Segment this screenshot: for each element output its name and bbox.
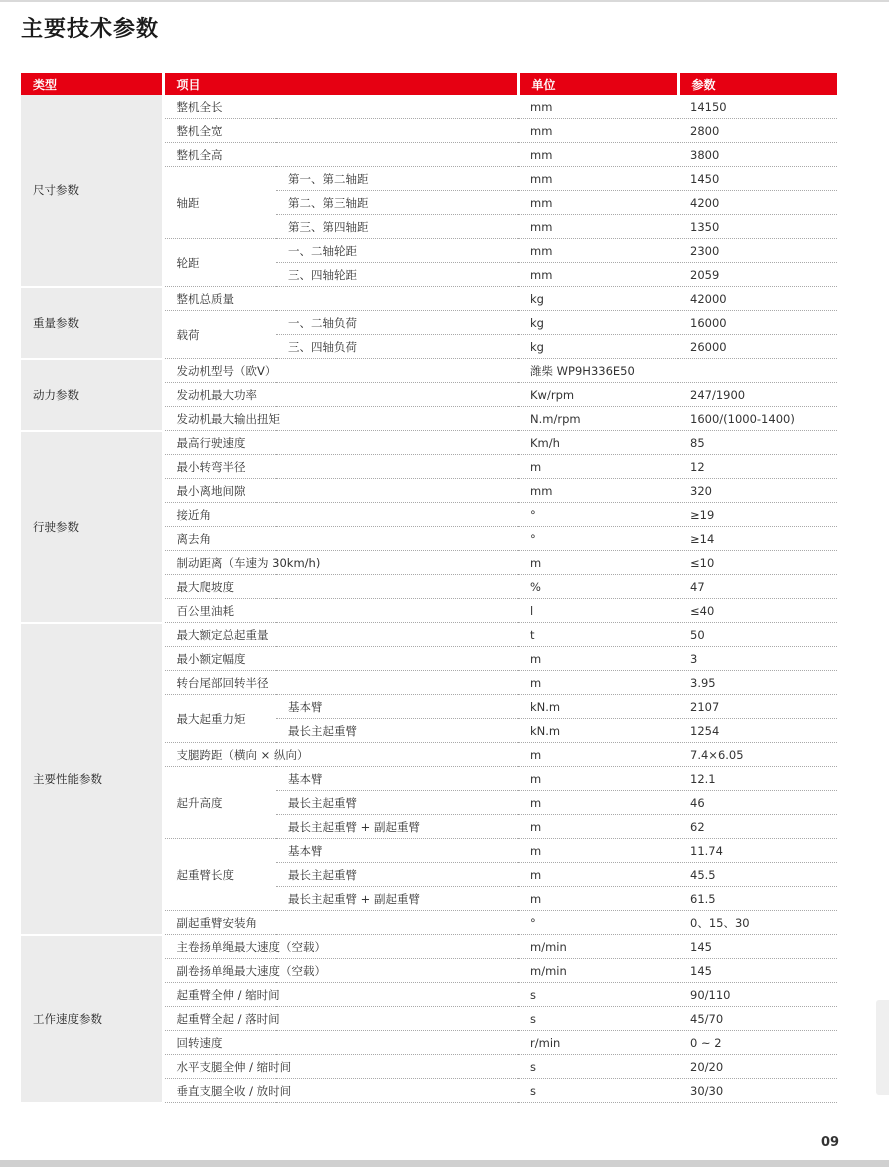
value-cell: 1350 xyxy=(678,215,837,239)
unit-cell: mm xyxy=(518,239,678,263)
item-cell: 整机全高 xyxy=(163,143,518,167)
value-cell: 90/110 xyxy=(678,983,837,1007)
unit-cell: mm xyxy=(518,191,678,215)
unit-cell: s xyxy=(518,983,678,1007)
unit-cell: kg xyxy=(518,287,678,311)
unit-cell: N.m/rpm xyxy=(518,407,678,431)
value-cell: 46 xyxy=(678,791,837,815)
spec-table xyxy=(21,73,837,1104)
unit-cell: m xyxy=(518,791,678,815)
value-cell xyxy=(678,359,837,383)
item-cell: 制动距离（车速为 30km/h) xyxy=(163,551,518,575)
unit-cell: ° xyxy=(518,911,678,935)
value-cell: 45/70 xyxy=(678,1007,837,1031)
item-cell: 副起重臂安装角 xyxy=(163,911,518,935)
top-divider xyxy=(0,0,889,2)
value-cell: 0、15、30 xyxy=(678,911,837,935)
unit-cell: m xyxy=(518,647,678,671)
sub-item-cell: 最长主起重臂 + 副起重臂 xyxy=(276,815,518,839)
item-cell: 百公里油耗 xyxy=(163,599,518,623)
header-value: 参数 xyxy=(678,73,837,95)
sub-item-cell: 最长主起重臂 xyxy=(276,791,518,815)
unit-cell: Km/h xyxy=(518,431,678,455)
value-cell: 145 xyxy=(678,959,837,983)
side-tab xyxy=(876,1000,889,1095)
item-cell: 整机全长 xyxy=(163,95,518,119)
table-row xyxy=(21,623,837,647)
sub-item-cell: 三、四轴负荷 xyxy=(276,335,518,359)
item-cell: 载荷 xyxy=(163,311,276,359)
unit-cell: s xyxy=(518,1055,678,1079)
item-cell: 主卷扬单绳最大速度（空载） xyxy=(163,935,518,959)
unit-cell: m xyxy=(518,671,678,695)
item-cell: 轮距 xyxy=(163,239,276,287)
sub-item-cell: 一、二轴负荷 xyxy=(276,311,518,335)
unit-cell: mm xyxy=(518,143,678,167)
value-cell: ≥14 xyxy=(678,527,837,551)
item-cell: 起重臂全起 / 落时间 xyxy=(163,1007,518,1031)
unit-cell: Kw/rpm xyxy=(518,383,678,407)
item-cell: 最小额定幅度 xyxy=(163,647,518,671)
item-cell: 起重臂全伸 / 缩时间 xyxy=(163,983,518,1007)
value-cell: 12.1 xyxy=(678,767,837,791)
category-cell: 尺寸参数 xyxy=(21,95,163,287)
unit-cell: % xyxy=(518,575,678,599)
value-cell: 1600/(1000-1400) xyxy=(678,407,837,431)
unit-cell: m/min xyxy=(518,959,678,983)
item-cell: 起升高度 xyxy=(163,767,276,839)
category-cell: 动力参数 xyxy=(21,359,163,431)
item-cell: 整机总质量 xyxy=(163,287,518,311)
sub-item-cell: 最长主起重臂 xyxy=(276,719,518,743)
value-cell: 47 xyxy=(678,575,837,599)
value-cell: 3 xyxy=(678,647,837,671)
value-cell: 2059 xyxy=(678,263,837,287)
value-cell: 20/20 xyxy=(678,1055,837,1079)
item-cell: 垂直支腿全收 / 放时间 xyxy=(163,1079,518,1103)
unit-cell: ° xyxy=(518,527,678,551)
value-cell: 320 xyxy=(678,479,837,503)
value-cell: 1450 xyxy=(678,167,837,191)
item-cell: 支腿跨距（横向 × 纵向） xyxy=(163,743,518,767)
item-cell: 接近角 xyxy=(163,503,518,527)
value-cell: 50 xyxy=(678,623,837,647)
value-cell: 1254 xyxy=(678,719,837,743)
item-cell: 最大起重力矩 xyxy=(163,695,276,743)
value-cell: 4200 xyxy=(678,191,837,215)
value-cell: 7.4×6.05 xyxy=(678,743,837,767)
value-cell: 30/30 xyxy=(678,1079,837,1103)
unit-cell: kg xyxy=(518,311,678,335)
item-cell: 副卷扬单绳最大速度（空载） xyxy=(163,959,518,983)
sub-item-cell: 一、二轴轮距 xyxy=(276,239,518,263)
value-cell: 26000 xyxy=(678,335,837,359)
value-cell: 2300 xyxy=(678,239,837,263)
unit-cell: m xyxy=(518,815,678,839)
value-cell: ≥19 xyxy=(678,503,837,527)
unit-cell: mm xyxy=(518,119,678,143)
value-cell: 14150 xyxy=(678,95,837,119)
unit-cell: m xyxy=(518,743,678,767)
header-unit: 单位 xyxy=(518,73,678,95)
table-row xyxy=(21,287,837,311)
value-cell: 11.74 xyxy=(678,839,837,863)
table-row xyxy=(21,935,837,959)
item-cell: 离去角 xyxy=(163,527,518,551)
unit-cell: m xyxy=(518,863,678,887)
sub-item-cell: 基本臂 xyxy=(276,839,518,863)
table-row xyxy=(21,95,837,119)
unit-cell: mm xyxy=(518,479,678,503)
sub-item-cell: 第一、第二轴距 xyxy=(276,167,518,191)
item-cell: 回转速度 xyxy=(163,1031,518,1055)
item-cell: 发动机最大功率 xyxy=(163,383,518,407)
value-cell: 16000 xyxy=(678,311,837,335)
spec-table-body xyxy=(21,95,837,1103)
unit-cell: mm xyxy=(518,95,678,119)
item-cell: 最小转弯半径 xyxy=(163,455,518,479)
sub-item-cell: 基本臂 xyxy=(276,695,518,719)
unit-cell: m xyxy=(518,839,678,863)
value-cell: 12 xyxy=(678,455,837,479)
unit-cell: m/min xyxy=(518,935,678,959)
unit-cell: r/min xyxy=(518,1031,678,1055)
value-cell: 61.5 xyxy=(678,887,837,911)
value-cell: 247/1900 xyxy=(678,383,837,407)
category-cell: 行驶参数 xyxy=(21,431,163,623)
category-cell: 工作速度参数 xyxy=(21,935,163,1103)
sub-item-cell: 第二、第三轴距 xyxy=(276,191,518,215)
item-cell: 水平支腿全伸 / 缩时间 xyxy=(163,1055,518,1079)
sub-item-cell: 第三、第四轴距 xyxy=(276,215,518,239)
item-cell: 最高行驶速度 xyxy=(163,431,518,455)
value-cell: 0 ~ 2 xyxy=(678,1031,837,1055)
header-type: 类型 xyxy=(21,73,163,95)
unit-cell: mm xyxy=(518,263,678,287)
unit-cell: kN.m xyxy=(518,719,678,743)
value-cell: 62 xyxy=(678,815,837,839)
category-cell: 重量参数 xyxy=(21,287,163,359)
value-cell: 3800 xyxy=(678,143,837,167)
unit-cell: m xyxy=(518,551,678,575)
item-cell: 发动机最大输出扭矩 xyxy=(163,407,518,431)
unit-cell: mm xyxy=(518,215,678,239)
page-title: 主要技术参数 xyxy=(21,17,160,42)
sub-item-cell: 三、四轴轮距 xyxy=(276,263,518,287)
unit-cell: 潍柴 WP9H336E50 xyxy=(518,359,678,383)
value-cell: 3.95 xyxy=(678,671,837,695)
unit-cell: m xyxy=(518,455,678,479)
item-cell: 最大爬坡度 xyxy=(163,575,518,599)
category-cell: 主要性能参数 xyxy=(21,623,163,935)
item-cell: 最大额定总起重量 xyxy=(163,623,518,647)
table-header-row xyxy=(21,73,837,95)
unit-cell: l xyxy=(518,599,678,623)
unit-cell: ° xyxy=(518,503,678,527)
value-cell: 145 xyxy=(678,935,837,959)
value-cell: 2800 xyxy=(678,119,837,143)
item-cell: 整机全宽 xyxy=(163,119,518,143)
table-row xyxy=(21,431,837,455)
unit-cell: mm xyxy=(518,167,678,191)
unit-cell: kN.m xyxy=(518,695,678,719)
item-cell: 起重臂长度 xyxy=(163,839,276,911)
item-cell: 发动机型号（欧Ⅴ） xyxy=(163,359,518,383)
unit-cell: t xyxy=(518,623,678,647)
unit-cell: s xyxy=(518,1007,678,1031)
value-cell: 45.5 xyxy=(678,863,837,887)
sub-item-cell: 基本臂 xyxy=(276,767,518,791)
unit-cell: m xyxy=(518,767,678,791)
unit-cell: m xyxy=(518,887,678,911)
value-cell: ≤40 xyxy=(678,599,837,623)
header-item: 项目 xyxy=(163,73,518,95)
value-cell: 85 xyxy=(678,431,837,455)
item-cell: 最小离地间隙 xyxy=(163,479,518,503)
bottom-bar xyxy=(0,1160,889,1167)
unit-cell: s xyxy=(518,1079,678,1103)
item-cell: 轴距 xyxy=(163,167,276,239)
item-cell: 转台尾部回转半径 xyxy=(163,671,518,695)
page-number: 09 xyxy=(821,1135,840,1150)
table-row xyxy=(21,359,837,383)
value-cell: 42000 xyxy=(678,287,837,311)
sub-item-cell: 最长主起重臂 + 副起重臂 xyxy=(276,887,518,911)
value-cell: ≤10 xyxy=(678,551,837,575)
unit-cell: kg xyxy=(518,335,678,359)
value-cell: 2107 xyxy=(678,695,837,719)
sub-item-cell: 最长主起重臂 xyxy=(276,863,518,887)
